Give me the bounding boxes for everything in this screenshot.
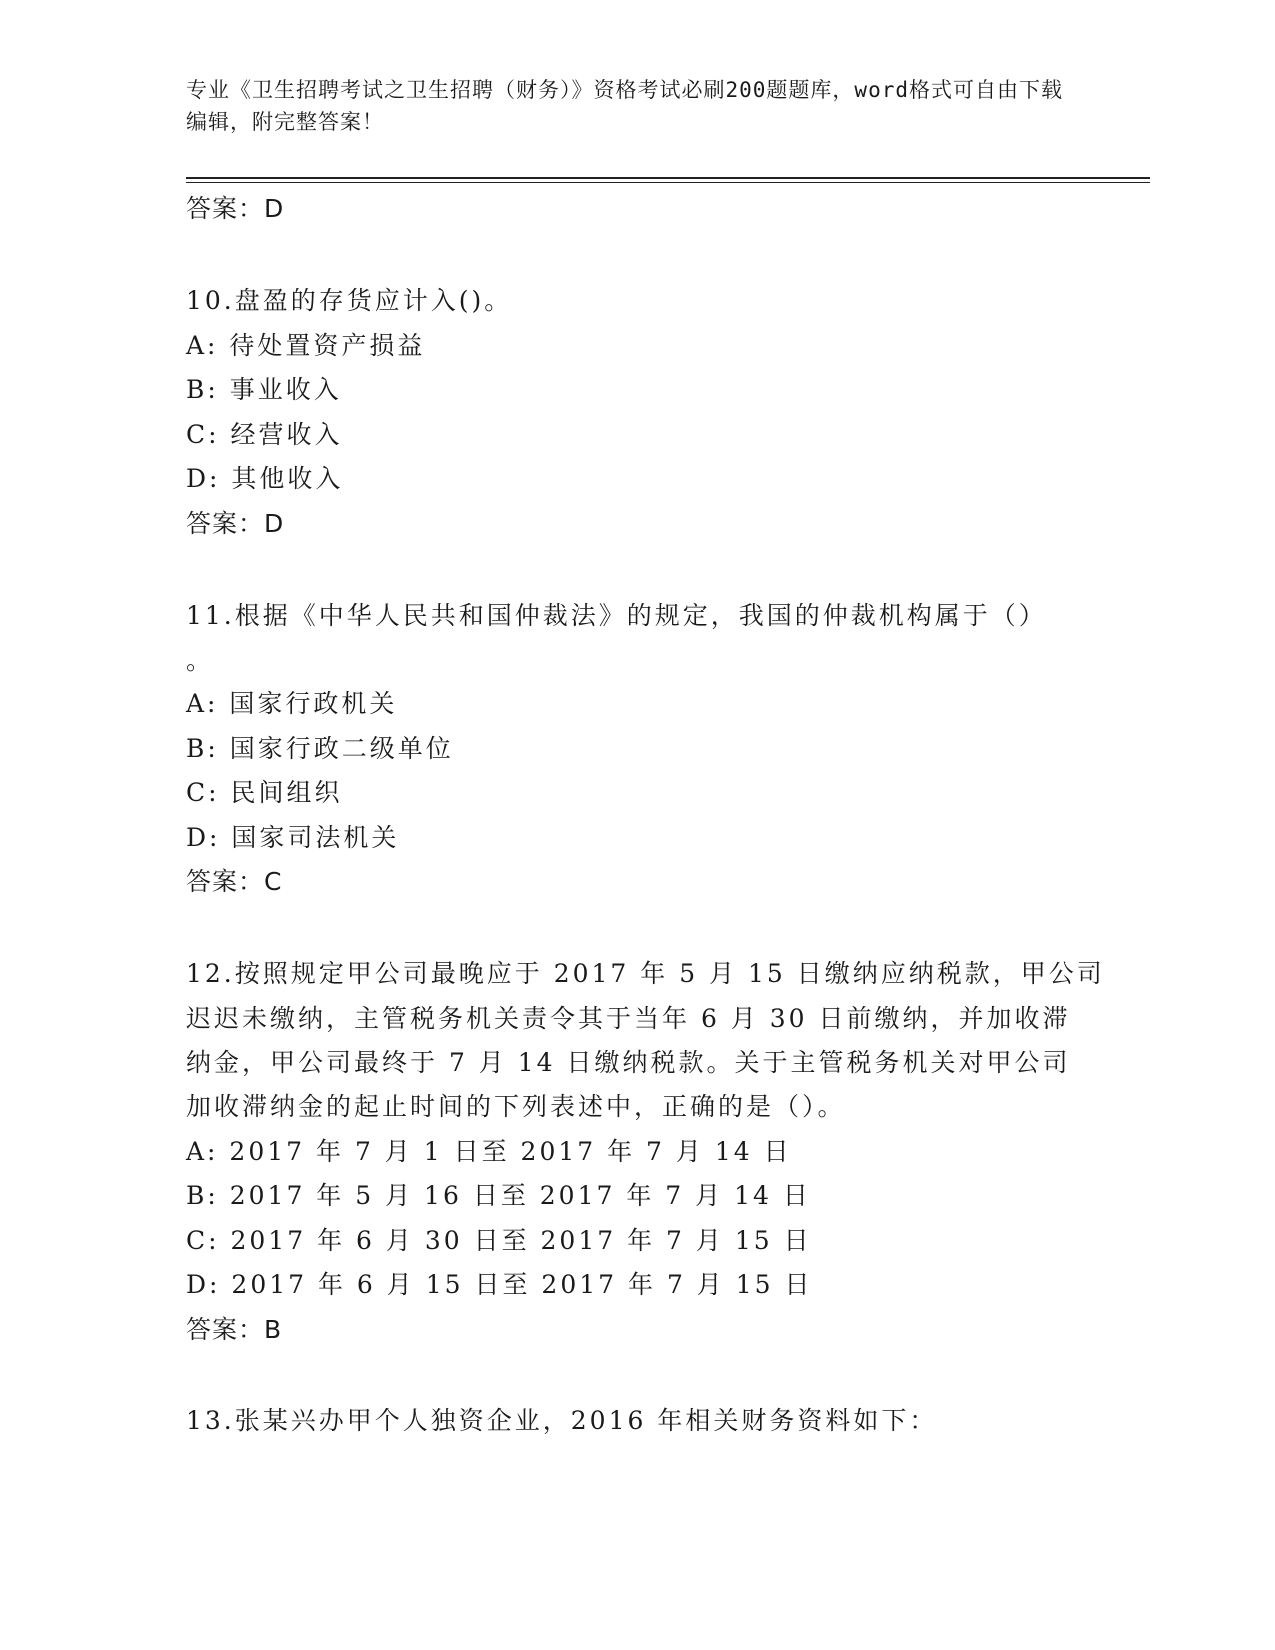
question-10-option-b: B: 事业收入 <box>186 375 342 404</box>
question-11-option-a: A: 国家行政机关 <box>186 689 398 718</box>
question-11-option-d: D: 国家司法机关 <box>186 823 400 852</box>
previous-answer: 答案：D <box>186 194 285 223</box>
header-divider-thick <box>186 177 1150 179</box>
question-12-stem-line-1: 12.按照规定甲公司最晚应于 2017 年 5 月 15 日缴纳应纳税款，甲公司 <box>186 959 1105 988</box>
question-12-stem-line-2: 迟迟未缴纳，主管税务机关责令其于当年 6 月 30 日前缴纳，并加收滞 <box>186 1004 1071 1033</box>
question-10-option-a: A: 待处置资产损益 <box>186 331 426 360</box>
question-10-answer: 答案：D <box>186 509 285 538</box>
question-10-option-c: C: 经营收入 <box>186 420 343 449</box>
question-12-answer: 答案：B <box>186 1315 283 1344</box>
question-10-option-d: D: 其他收入 <box>186 464 344 493</box>
question-11-answer: 答案：C <box>186 867 283 896</box>
question-12-option-c: C: 2017 年 6 月 30 日至 2017 年 7 月 15 日 <box>186 1226 812 1255</box>
question-11-option-c: C: 民间组织 <box>186 778 343 807</box>
question-12-stem-line-3: 纳金，甲公司最终于 7 月 14 日缴纳税款。关于主管税务机关对甲公司 <box>186 1048 1071 1077</box>
question-11-option-b: B: 国家行政二级单位 <box>186 734 454 763</box>
question-10-stem: 10.盘盈的存货应计入()。 <box>186 286 513 315</box>
question-13-stem: 13.张某兴办甲个人独资企业，2016 年相关财务资料如下： <box>186 1406 938 1435</box>
question-11-stem-line-1: 11.根据《中华人民共和国仲裁法》的规定，我国的仲裁机构属于（） <box>186 601 1047 630</box>
question-12-option-d: D: 2017 年 6 月 15 日至 2017 年 7 月 15 日 <box>186 1270 813 1299</box>
header-divider-thin <box>186 182 1150 183</box>
question-11-stem-line-2: 。 <box>186 646 215 675</box>
document-header: 专业《卫生招聘考试之卫生招聘（财务）》资格考试必刷200题题库，word格式可自由下载编辑，附完整答案！ <box>186 78 1063 134</box>
question-12-stem-line-4: 加收滞纳金的起止时间的下列表述中，正确的是（）。 <box>186 1092 846 1121</box>
question-12-option-b: B: 2017 年 5 月 16 日至 2017 年 7 月 14 日 <box>186 1181 811 1210</box>
question-12-option-a: A: 2017 年 7 月 1 日至 2017 年 7 月 14 日 <box>186 1137 792 1166</box>
